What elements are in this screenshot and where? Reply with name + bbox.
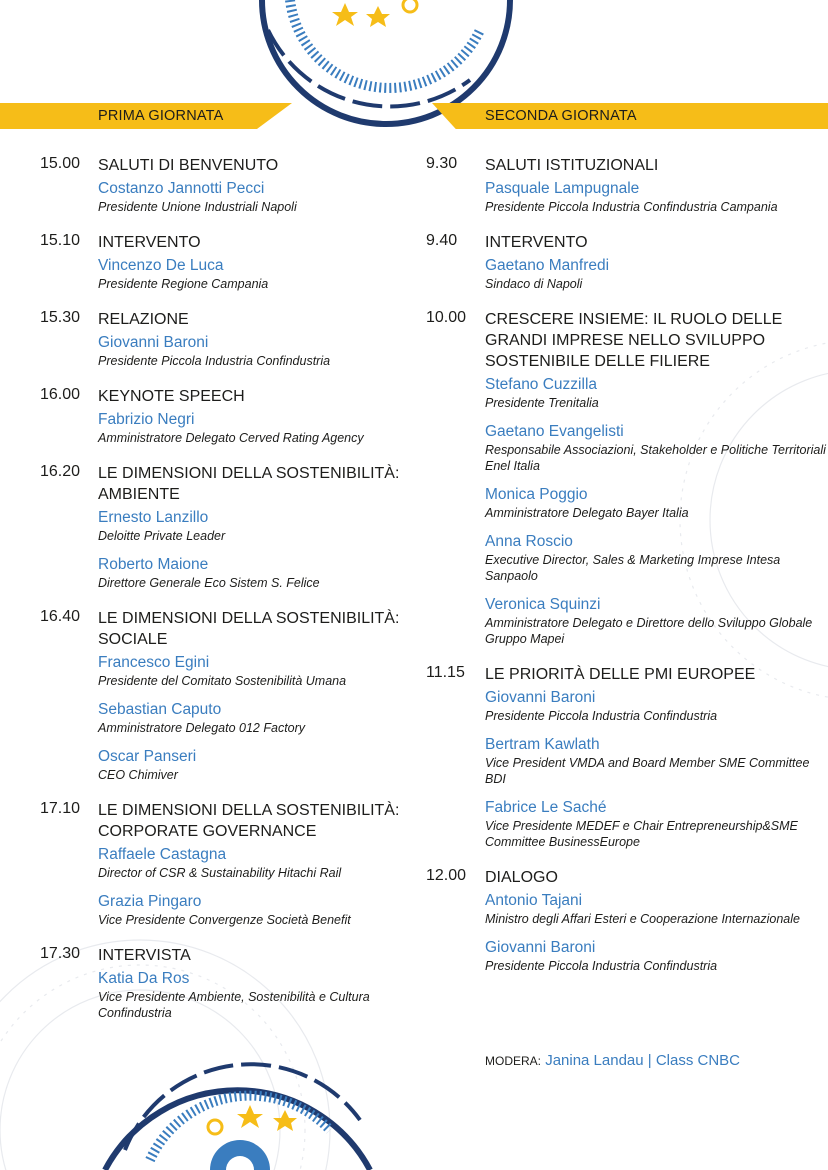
session-body <box>98 155 410 215</box>
speaker-role: Presidente Unione Industriali Napoli <box>98 200 297 214</box>
speaker-role: Presidente del Comitato Sostenibilità Umana <box>98 674 347 688</box>
session-body <box>98 463 410 591</box>
speaker-name: Monica Poggio <box>485 486 588 503</box>
session-time: 17.10 <box>40 800 81 817</box>
session-body <box>485 664 828 850</box>
session-body <box>485 309 828 647</box>
bottom-emblem-icon <box>105 1064 370 1170</box>
speaker-name: Anna Roscio <box>485 533 573 550</box>
speaker-role: Direttore Generale Eco Sistem S. Felice <box>98 576 320 590</box>
speaker-name: Ernesto Lanzillo <box>98 509 209 526</box>
speaker-name: Francesco Egini <box>98 654 210 671</box>
session-body <box>98 608 410 783</box>
session-title: INTERVISTA <box>98 947 191 964</box>
schedule-session <box>0 155 410 215</box>
session-body <box>485 155 828 215</box>
speaker-role: Ministro degli Affari Esteri e Cooperazione Internazionale <box>485 912 800 926</box>
speaker-role: Vice Presidente Ambiente, Sostenibilità e Cultura Confindustria <box>98 990 370 1020</box>
session-body <box>485 867 828 974</box>
day1-schedule <box>0 155 410 1038</box>
session-time: 15.00 <box>40 155 81 172</box>
speaker <box>485 484 828 521</box>
speaker-role: Executive Director, Sales & Marketing Imprese Intesa Sanpaolo <box>485 553 781 583</box>
speaker-name: Gaetano Evangelisti <box>485 423 624 440</box>
speaker-role: Presidente Piccola Industria Confindustria <box>98 354 331 368</box>
speaker-role: Amministratore Delegato 012 Factory <box>98 721 306 735</box>
session-time: 10.00 <box>426 309 467 326</box>
speaker <box>485 687 828 724</box>
speaker-name: Vincenzo De Luca <box>98 257 224 274</box>
speaker <box>98 746 410 783</box>
speaker-name: Raffaele Castagna <box>98 846 227 863</box>
speaker <box>98 255 410 292</box>
speaker-name: Oscar Panseri <box>98 748 197 765</box>
schedule-session <box>0 386 410 446</box>
session-title: INTERVENTO <box>98 234 201 251</box>
speaker <box>98 891 410 928</box>
session-body <box>98 232 410 292</box>
session-time: 16.20 <box>40 463 81 480</box>
day2-label: SECONDA GIORNATA <box>485 108 637 124</box>
session-time: 12.00 <box>426 867 467 884</box>
schedule-session <box>0 608 410 783</box>
speaker <box>485 255 828 292</box>
schedule-session <box>410 232 828 292</box>
speaker-name: Giovanni Baroni <box>485 689 596 706</box>
speaker-name: Pasquale Lampugnale <box>485 180 640 197</box>
speaker-name: Antonio Tajani <box>485 892 583 909</box>
speaker-role: Director of CSR & Sustainability Hitachi Rail <box>98 866 342 880</box>
session-time: 15.30 <box>40 309 81 326</box>
session-title: LE DIMENSIONI DELLA SOSTENIBILITÀ: CORPORATE GOVERNANCE <box>98 802 400 840</box>
speaker-role: Sindaco di Napoli <box>485 277 583 291</box>
schedule-session <box>0 309 410 369</box>
session-time: 16.00 <box>40 386 81 403</box>
speaker-role: Presidente Piccola Industria Confindustria <box>485 709 718 723</box>
speaker-name: Fabrizio Negri <box>98 411 195 428</box>
speaker-role: Vice President VMDA and Board Member SME Committee BDI <box>485 756 810 786</box>
session-time: 15.10 <box>40 232 81 249</box>
speaker-name: Costanzo Jannotti Pecci <box>98 180 265 197</box>
session-title: LE DIMENSIONI DELLA SOSTENIBILITÀ: AMBIENTE <box>98 465 400 503</box>
speaker-role: Presidente Trenitalia <box>485 396 599 410</box>
session-time: 11.15 <box>426 664 465 681</box>
session-title: LE DIMENSIONI DELLA SOSTENIBILITÀ: SOCIALE <box>98 610 400 648</box>
speaker <box>485 374 828 411</box>
session-body <box>98 309 410 369</box>
speaker <box>98 178 410 215</box>
speaker-role: Presidente Piccola Industria Confindustria Campania <box>485 200 778 214</box>
speaker-role: Amministratore Delegato e Direttore dello Sviluppo Globale Gruppo Mapei <box>485 616 813 646</box>
session-title: KEYNOTE SPEECH <box>98 388 245 405</box>
session-body <box>485 232 828 292</box>
schedule-session <box>0 232 410 292</box>
speaker-name: Veronica Squinzi <box>485 596 601 613</box>
speaker-name: Fabrice Le Saché <box>485 799 607 816</box>
speaker-role: CEO Chimiver <box>98 768 178 782</box>
schedule-session <box>410 155 828 215</box>
session-body <box>98 945 410 1021</box>
speaker-role: Deloitte Private Leader <box>98 529 226 543</box>
session-title: SALUTI DI BENVENUTO <box>98 157 279 174</box>
speaker-role: Vice Presidente MEDEF e Chair Entrepreneurship&SME Committee BusinessEurope <box>485 819 798 849</box>
session-body <box>98 386 410 446</box>
session-title: SALUTI ISTITUZIONALI <box>485 157 659 174</box>
speaker <box>98 652 410 689</box>
schedule-session <box>410 867 828 974</box>
speaker-name: Giovanni Baroni <box>485 939 596 956</box>
speaker-role: Vice Presidente Convergenze Società Benefit <box>98 913 351 927</box>
session-title: CRESCERE INSIEME: IL RUOLO DELLE GRANDI IMPRESE NELLO SVILUPPO SOSTENIBILE DELLE FILIERE <box>485 311 783 370</box>
speaker-name: Sebastian Caputo <box>98 701 222 718</box>
speaker <box>98 968 410 1021</box>
speaker <box>98 699 410 736</box>
session-time: 17.30 <box>40 945 81 962</box>
speaker <box>485 734 828 787</box>
speaker-role: Amministratore Delegato Bayer Italia <box>485 506 689 520</box>
speaker-role: Responsabile Associazioni, Stakeholder e Politiche Territoriali Enel Italia <box>485 443 826 473</box>
speaker-name: Bertram Kawlath <box>485 736 600 753</box>
speaker <box>485 594 828 647</box>
session-title: RELAZIONE <box>98 311 189 328</box>
speaker <box>98 332 410 369</box>
session-title: DIALOGO <box>485 869 558 886</box>
speaker <box>98 507 410 544</box>
moderator-text: Janina Landau | Class CNBC <box>545 1052 741 1069</box>
speaker-name: Giovanni Baroni <box>98 334 209 351</box>
speaker-name: Roberto Maione <box>98 556 209 573</box>
day1-label: PRIMA GIORNATA <box>98 108 224 124</box>
speaker <box>98 554 410 591</box>
schedule-session <box>0 800 410 928</box>
session-body <box>98 800 410 928</box>
schedule-session <box>0 463 410 591</box>
session-time: 9.40 <box>426 232 458 249</box>
speaker <box>485 531 828 584</box>
moderator-line <box>485 1052 740 1069</box>
speaker <box>485 890 828 927</box>
session-title: INTERVENTO <box>485 234 588 251</box>
speaker-name: Grazia Pingaro <box>98 893 202 910</box>
speaker-role: Amministratore Delegato Cerved Rating Agency <box>98 431 364 445</box>
speaker-name: Gaetano Manfredi <box>485 257 610 274</box>
speaker-role: Presidente Piccola Industria Confindustria <box>485 959 718 973</box>
moderator-label: MODERA: <box>485 1054 542 1068</box>
speaker <box>485 797 828 850</box>
session-time: 9.30 <box>426 155 458 172</box>
schedule-session <box>410 664 828 850</box>
speaker <box>485 937 828 974</box>
schedule-session <box>410 309 828 647</box>
session-time: 16.40 <box>40 608 81 625</box>
day2-schedule <box>410 155 828 991</box>
session-title: LE PRIORITÀ DELLE PMI EUROPEE <box>485 666 756 683</box>
speaker-name: Katia Da Ros <box>98 970 190 987</box>
speaker <box>485 178 828 215</box>
speaker-role: Presidente Regione Campania <box>98 277 269 291</box>
speaker <box>98 409 410 446</box>
schedule-session <box>0 945 410 1021</box>
speaker-name: Stefano Cuzzilla <box>485 376 598 393</box>
speaker <box>98 844 410 881</box>
speaker <box>485 421 828 474</box>
